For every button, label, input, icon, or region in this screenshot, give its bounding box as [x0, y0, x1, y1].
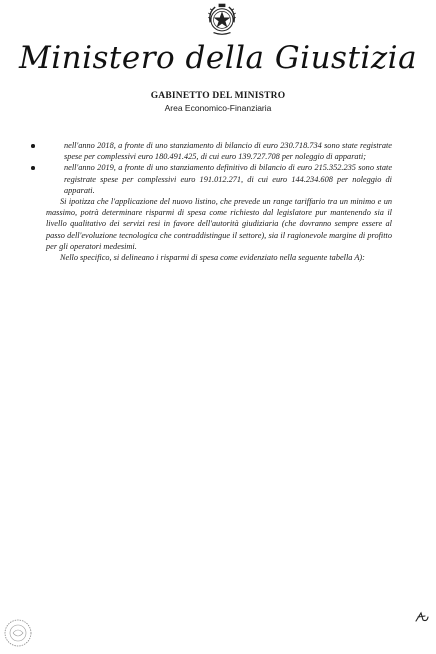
list-item [46, 162, 392, 196]
office-heading: GABINETTO DEL MINISTRO [150, 91, 286, 101]
list-item-text: nell'anno 2019, a fronte di uno stanziamento definitivo di bilancio di euro 215.352.235 sono state registrate spese per complessivi euro 191.012.271, di cui euro 144.234.608 per noleggio di apparati. [64, 163, 392, 195]
ministry-title: Ministero della Giustizia [18, 40, 418, 76]
list-item [46, 140, 392, 162]
list-item-text: nell'anno 2018, a fronte di uno stanziamento di bilancio di euro 230.718.734 sono state registrate spese per complessivi euro 180.491.425, di cui euro 139.727.708 per noleggio di apparati; [64, 141, 392, 162]
italian-republic-emblem-icon [205, 2, 239, 36]
paragraph: Nello specifico, si delineano i risparmi di spesa come evidenziato nella seguente tabella A): [60, 253, 365, 263]
bullet-icon [31, 144, 35, 148]
document-body [46, 140, 392, 263]
handwritten-initials-icon [414, 610, 430, 624]
paragraph: Si ipotizza che l'applicazione del nuovo listino, che prevede un range tariffario tra un minimo e un massimo, potrà determinare risparmi di spesa come richiesto dal legislatore pur mantenendo sia il livello qualitativo dei servizi resi in favore dell'autorità giudiziaria (che dovranno sempre essere al passo dell'evoluzione tecnologica che contraddistingue il settore), sia il ragionevole margine di profitto per gli operatori medesimi. [46, 197, 392, 251]
area-subheading: Area Economico-Finanziaria [164, 103, 272, 113]
bullet-list [46, 140, 392, 196]
round-stamp-icon [3, 618, 33, 648]
bullet-icon [31, 166, 35, 170]
